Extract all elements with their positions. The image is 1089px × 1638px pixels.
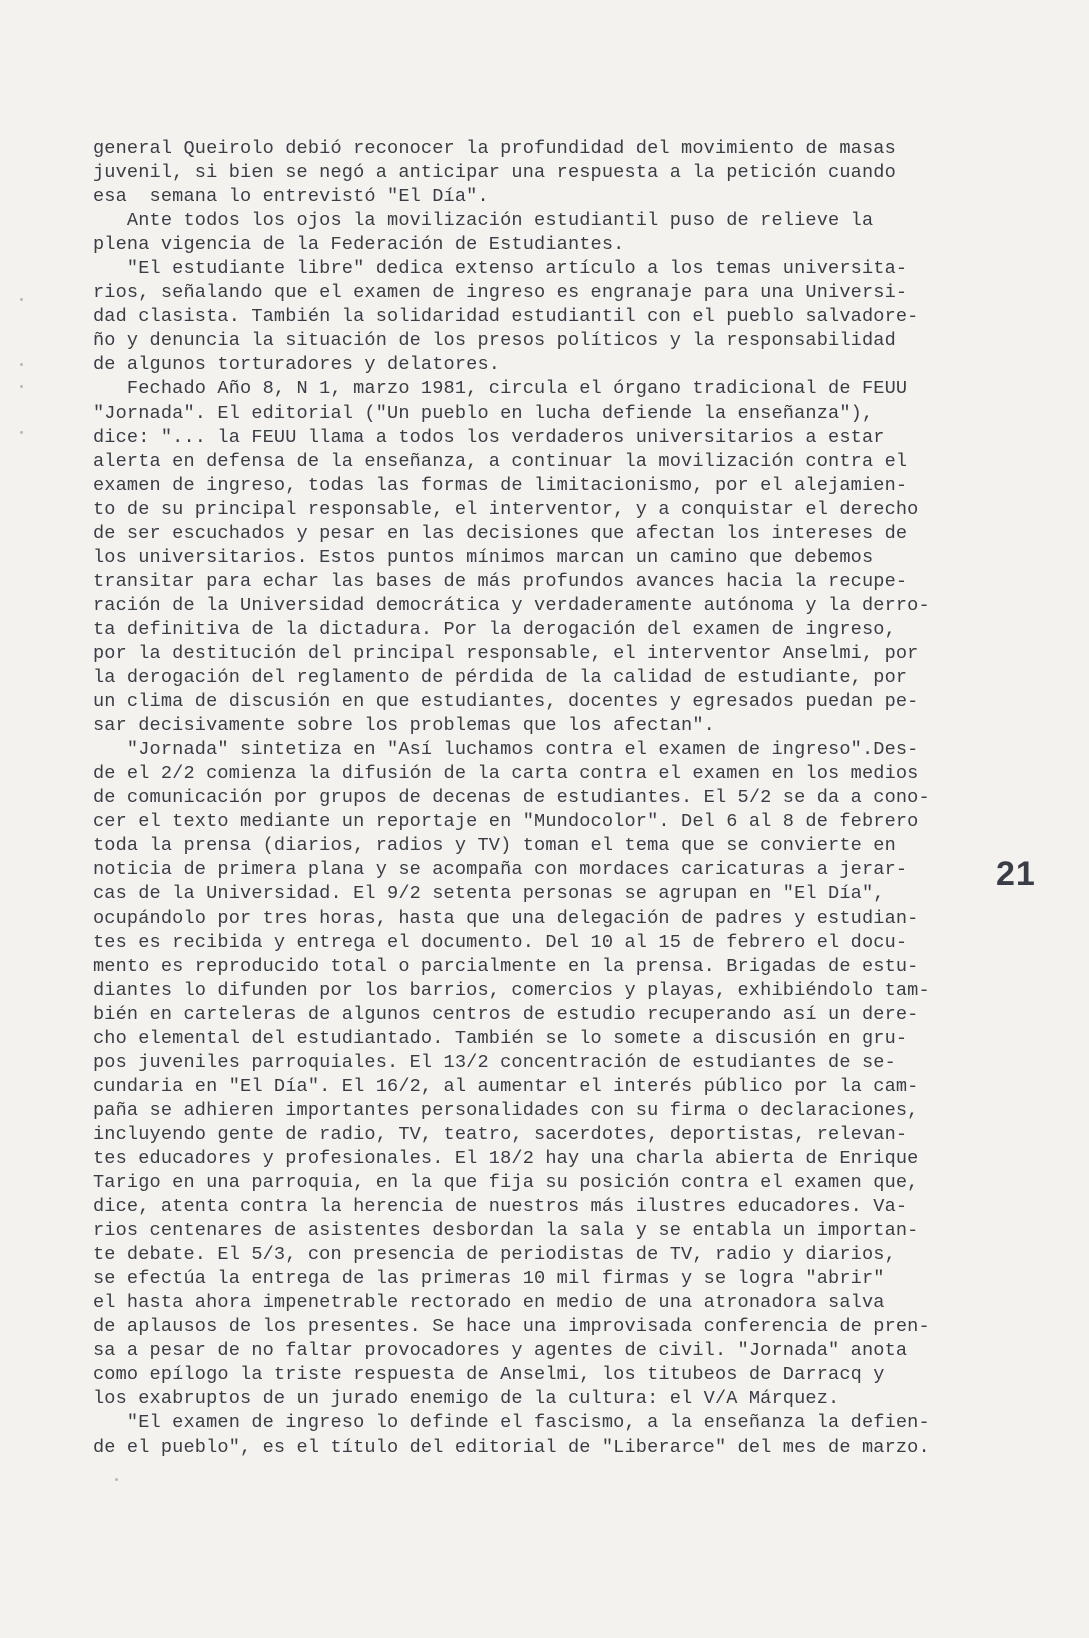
margin-speck [20, 385, 23, 388]
text-line: por la destitución del principal responsable, el interventor Anselmi, por [93, 642, 919, 664]
text-line: Ante todos los ojos la movilización estudiantil puso de relieve la [93, 210, 874, 232]
text-line: cer el texto mediante un reportaje en "Mundocolor". Del 6 al 8 de febrero [93, 811, 919, 833]
text-line: cas de la Universidad. El 9/2 setenta personas se agrupan en "El Día", [93, 883, 885, 905]
text-line: plena vigencia de la Federación de Estudiantes. [93, 234, 625, 256]
text-line: "El estudiante libre" dedica extenso artículo a los temas universita- [93, 258, 908, 280]
text-line: rios, señalando que el examen de ingreso es engranaje para una Universi- [93, 282, 908, 304]
margin-speck [115, 1478, 118, 1481]
text-line: Fechado Año 8, N 1, marzo 1981, circula el órgano tradicional de FEUU [93, 378, 908, 400]
text-line: de comunicación por grupos de decenas de estudiantes. El 5/2 se da a cono- [93, 787, 930, 809]
text-line: esa semana lo entrevistó "El Día". [93, 186, 489, 208]
text-line: bién en carteleras de algunos centros de estudio recuperando así un dere- [93, 1003, 919, 1025]
text-line: dad clasista. También la solidaridad estudiantil con el pueblo salvadore- [93, 306, 919, 328]
text-line: de el 2/2 comienza la difusión de la carta contra el examen en los medios [93, 763, 919, 785]
text-line: el hasta ahora impenetrable rectorado en medio de una atronadora salva [93, 1292, 885, 1314]
text-line: tes educadores y profesionales. El 18/2 hay una charla abierta de Enrique [93, 1147, 919, 1169]
text-line: sa a pesar de no faltar provocadores y agentes de civil. "Jornada" anota [93, 1340, 908, 1362]
text-line: "Jornada". El editorial ("Un pueblo en lucha defiende la enseñanza"), [93, 402, 874, 424]
text-line: se efectúa la entrega de las primeras 10 mil firmas y se logra "abrir" [93, 1268, 885, 1290]
text-line: transitar para echar las bases de más profundos avances hacia la recupe- [93, 570, 908, 592]
text-line: "El examen de ingreso lo definde el fascismo, a la enseñanza la defien- [93, 1412, 930, 1434]
text-line: cho elemental del estudiantado. También se lo somete a discusión en gru- [93, 1027, 908, 1049]
text-line: ración de la Universidad democrática y verdaderamente autónoma y la derro- [93, 594, 930, 616]
text-line: sar decisivamente sobre los problemas que los afectan". [93, 715, 715, 737]
text-line: general Queirolo debió reconocer la profundidad del movimiento de masas [93, 138, 896, 159]
text-line: de ser escuchados y pesar en las decisiones que afectan los intereses de [93, 522, 908, 544]
margin-speck [20, 431, 23, 434]
text-line: la derogación del reglamento de pérdida de la calidad de estudiante, por [93, 667, 908, 689]
text-line: noticia de primera plana y se acompaña con mordaces caricaturas a jerar- [93, 859, 908, 881]
text-line: de algunos torturadores y delatores. [93, 354, 501, 376]
text-line: to de su principal responsable, el interventor, y a conquistar el derecho [93, 498, 919, 520]
text-line: dice: "... la FEUU llama a todos los verdaderos universitarios a estar [93, 426, 885, 448]
text-line: un clima de discusión en que estudiantes, docentes y egresados puedan pe- [93, 691, 919, 713]
text-line: cundaria en "El Día". El 16/2, al aumentar el interés público por la cam- [93, 1075, 919, 1097]
text-line: ño y denuncia la situación de los presos políticos y la responsabilidad [93, 330, 896, 352]
text-line: paña se adhieren importantes personalidades con su firma o declaraciones, [93, 1099, 919, 1121]
text-line: los universitarios. Estos puntos mínimos marcan un camino que debemos [93, 546, 874, 568]
text-line: dice, atenta contra la herencia de nuestros más ilustres educadores. Va- [93, 1196, 908, 1218]
text-line: diantes lo difunden por los barrios, comercios y playas, exhibiéndolo tam- [93, 979, 930, 1001]
text-line: incluyendo gente de radio, TV, teatro, sacerdotes, deportistas, relevan- [93, 1123, 908, 1145]
margin-speck [20, 298, 23, 301]
body-text [93, 137, 993, 1460]
text-line: mento es reproducido total o parcialmente en la prensa. Brigadas de estu- [93, 955, 919, 977]
text-line: como epílogo la triste respuesta de Anselmi, los titubeos de Darracq y [93, 1364, 885, 1386]
text-line: tes es recibida y entrega el documento. Del 10 al 15 de febrero el docu- [93, 931, 908, 953]
text-line: de aplausos de los presentes. Se hace una improvisada conferencia de pren- [93, 1316, 930, 1338]
text-line: "Jornada" sintetiza en "Así luchamos contra el examen de ingreso".Des- [93, 739, 919, 761]
text-line: alerta en defensa de la enseñanza, a continuar la movilización contra el [93, 450, 908, 472]
text-line: ta definitiva de la dictadura. Por la derogación del examen de ingreso, [93, 618, 896, 640]
text-line: toda la prensa (diarios, radios y TV) toman el tema que se convierte en [93, 835, 896, 857]
text-line: de el pueblo", es el título del editorial de "Liberarce" del mes de marzo. [93, 1436, 930, 1458]
margin-speck [20, 363, 23, 366]
text-line: los exabruptos de un jurado enemigo de la cultura: el V/A Márquez. [93, 1388, 840, 1410]
text-line: juvenil, si bien se negó a anticipar una respuesta a la petición cuando [93, 162, 896, 184]
text-line: Tarigo en una parroquia, en la que fija su posición contra el examen que, [93, 1172, 919, 1194]
text-line: rios centenares de asistentes desbordan la sala y se entabla un importan- [93, 1220, 919, 1242]
text-line: examen de ingreso, todas las formas de limitacionismo, por el alejamien- [93, 474, 908, 496]
text-line: pos juveniles parroquiales. El 13/2 concentración de estudiantes de se- [93, 1051, 896, 1073]
page-number: 21 [996, 855, 1036, 893]
text-line: ocupándolo por tres horas, hasta que una delegación de padres y estudian- [93, 907, 919, 929]
text-line: te debate. El 5/3, con presencia de periodistas de TV, radio y diarios, [93, 1244, 896, 1266]
